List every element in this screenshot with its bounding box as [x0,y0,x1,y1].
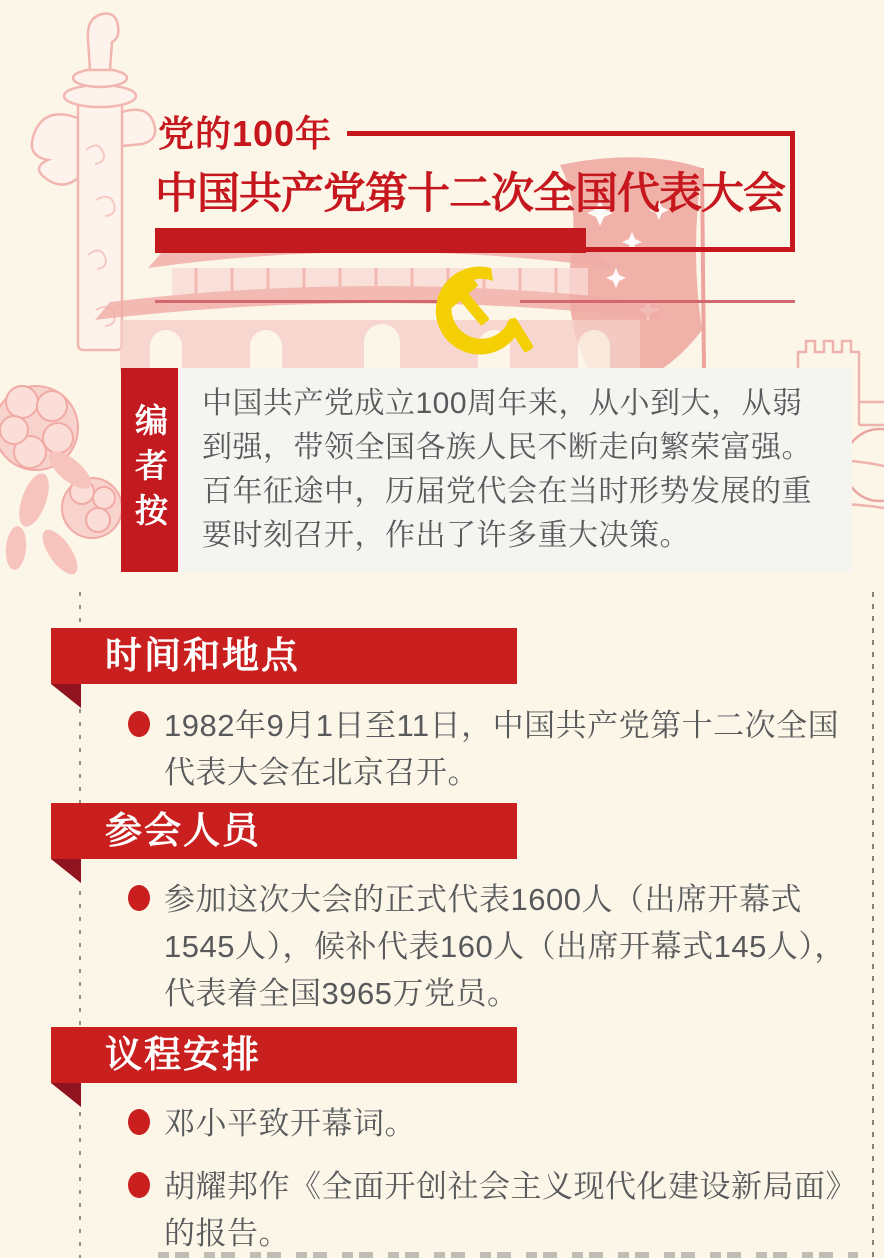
clipped-next-line [158,1252,858,1258]
section-header-agenda: 议程安排 [51,1027,517,1083]
bullet-text: 参加这次大会的正式代表1600人（出席开幕式1545人），候补代表160人（出席开幕式145人），代表着全国3965万党员。 [164,882,846,1011]
editor-note-label: 编者按 [131,402,168,538]
bullet-dot-icon [128,885,150,911]
editor-note-text: 中国共产党成立100周年来，从小到大，从弱到强，带领全国各族人民不断走向繁荣富强。百年征途中，历届党代会在当时形势发展的重要时刻召开，作出了许多重大决策。 [202,387,812,552]
section-body-agenda [128,1100,868,1258]
section-body-time-place [128,702,868,812]
peony-flowers-icon [0,386,122,580]
series-label: 党的100年 [158,113,333,154]
title-frame-bottom-line [585,247,795,252]
bullet-dot-icon [128,1109,150,1135]
tiananmen-gate-icon [95,238,665,372]
bullet-dot-icon [128,1172,150,1198]
list-item [128,702,868,796]
section-header-participants: 参会人员 [51,803,517,859]
dashed-guideline-right [872,592,874,1258]
divider-line-right [520,300,795,303]
list-item [128,876,868,1017]
bullet-text: 1982年9月1日至11日，中国共产党第十二次全国代表大会在北京召开。 [164,708,840,790]
title-frame-top-line [347,131,795,136]
title-underline-bar [155,228,586,253]
section-body-participants [128,876,868,1033]
divider-line-left [155,300,437,303]
bullet-dot-icon [128,711,150,737]
editor-note-tab [121,368,178,572]
bullet-text: 邓小平致开幕词。 [164,1106,416,1141]
list-item [128,1163,868,1257]
editor-note-box [178,368,852,572]
bullet-text: 胡耀邦作《全面开创社会主义现代化建设新局面》的报告。 [164,1169,857,1251]
section-header-time-place: 时间和地点 [51,628,517,684]
list-item [128,1100,868,1147]
page-title: 中国共产党第十二次全国代表大会 [155,170,785,218]
